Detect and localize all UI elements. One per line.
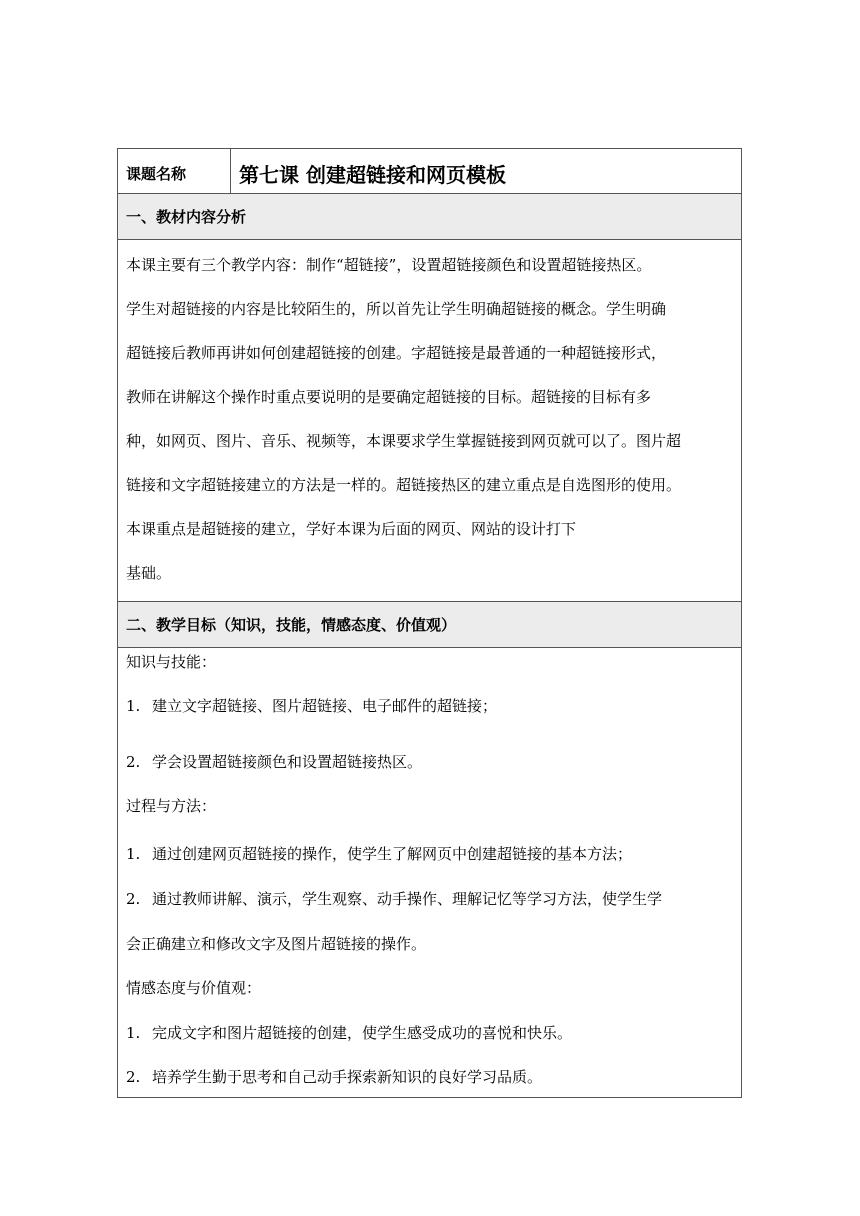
item-text: 培养学生勤于思考和自己动手探索新知识的良好学习品质。 bbox=[152, 1068, 543, 1086]
item-text: 建立文字超链接、图片超链接、电子邮件的超链接； bbox=[152, 697, 498, 715]
paragraph-line: 种，如网页、图片、音乐、视频等，本课要求学生掌握链接到网页就可以了。图片超 bbox=[126, 432, 682, 450]
process-item bbox=[126, 888, 662, 909]
item-text: 通过创建网页超链接的操作，使学生了解网页中创建超链接的基本方法； bbox=[152, 845, 633, 863]
section1-header bbox=[118, 194, 741, 239]
process-item-continuation: 会正确建立和修改文字及图片超链接的操作。 bbox=[126, 935, 427, 953]
knowledge-item bbox=[126, 751, 422, 772]
column-divider bbox=[230, 149, 231, 193]
lesson-plan-table bbox=[117, 148, 742, 1098]
knowledge-item bbox=[126, 695, 497, 716]
paragraph-line: 本课重点是超链接的建立，学好本课为后面的网页、网站的设计打下 bbox=[126, 520, 577, 538]
item-text: 学会设置超链接颜色和设置超链接热区。 bbox=[152, 753, 423, 771]
paragraph-line: 本课主要有三个教学内容：制作“超链接”，设置超链接颜色和设置超链接热区。 bbox=[126, 256, 652, 274]
process-item bbox=[126, 843, 632, 864]
paragraph-line: 教师在讲解这个操作时重点要说明的是要确定超链接的目标。超链接的目标有多 bbox=[126, 388, 652, 406]
paragraph-line: 链接和文字超链接建立的方法是一样的。超链接热区的建立重点是自选图形的使用。 bbox=[126, 476, 682, 494]
process-label: 过程与方法： bbox=[126, 797, 217, 815]
lesson-title-label: 课题名称 bbox=[126, 165, 187, 183]
emotion-label: 情感态度与价值观： bbox=[126, 979, 262, 997]
paragraph-line: 超链接后教师再讲如何创建超链接的创建。字超链接是最普通的一种超链接形式， bbox=[126, 344, 667, 362]
paragraph-line: 基础。 bbox=[126, 564, 172, 582]
item-number: 1. bbox=[126, 845, 141, 863]
section1-paragraph bbox=[126, 248, 738, 590]
section2-header bbox=[118, 602, 741, 647]
paragraph-line: 学生对超链接的内容是比较陌生的，所以首先让学生明确超链接的概念。学生明确 bbox=[126, 300, 667, 318]
section1-heading: 一、教材内容分析 bbox=[126, 208, 247, 226]
section2-heading: 二、教学目标（知识，技能，情感态度、价值观） bbox=[126, 616, 457, 634]
section2-body bbox=[118, 648, 741, 1097]
lesson-title: 第七课 创建超链接和网页模板 bbox=[239, 163, 506, 187]
emotion-item bbox=[126, 1066, 542, 1087]
item-number: 2. bbox=[126, 890, 141, 908]
item-text: 完成文字和图片超链接的创建，使学生感受成功的喜悦和快乐。 bbox=[152, 1024, 573, 1042]
section1-body bbox=[118, 240, 741, 600]
item-number: 1. bbox=[126, 1024, 141, 1042]
item-text: 通过教师讲解、演示，学生观察、动手操作、理解记忆等学习方法，使学生学 bbox=[152, 890, 663, 908]
item-number: 2. bbox=[126, 753, 141, 771]
item-number: 2. bbox=[126, 1068, 141, 1086]
item-number: 1. bbox=[126, 697, 141, 715]
emotion-item bbox=[126, 1022, 572, 1043]
knowledge-label: 知识与技能： bbox=[126, 653, 217, 671]
lesson-title-row bbox=[118, 149, 741, 193]
